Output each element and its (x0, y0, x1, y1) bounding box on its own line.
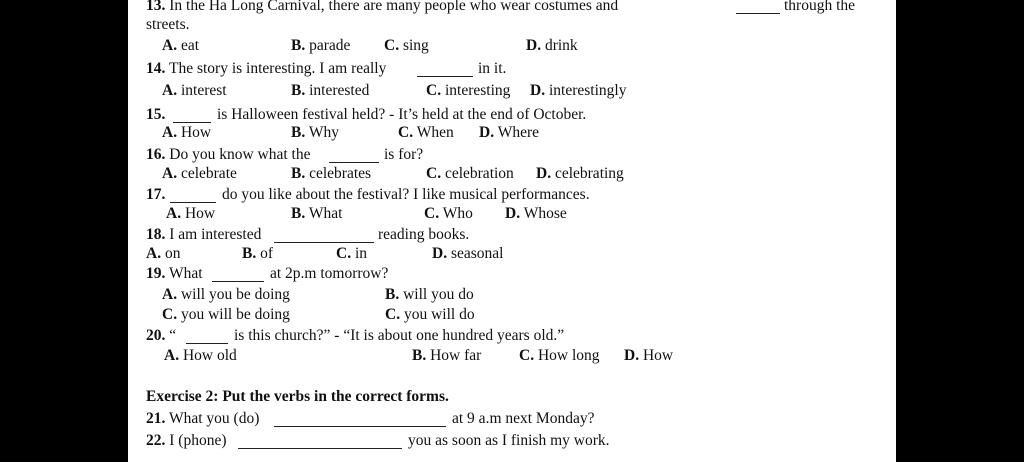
q17-option-c: C. Who (424, 205, 473, 222)
q18-stem: 18. I am interested (146, 226, 262, 243)
worksheet-page (128, 0, 896, 462)
q13-stem: 13. In the Ha Long Carnival, there are many people who wear costumes and (146, 0, 619, 14)
q15-blank (173, 122, 211, 123)
q19-stem-end: at 2p.m tomorrow? (270, 265, 389, 282)
q13-blank (736, 13, 780, 14)
q16-stem-end: is for? (384, 146, 424, 163)
q20-stem-end: is this church?” - “It is about one hundred years old.” (234, 327, 565, 344)
q16-stem: 16. Do you know what the (146, 146, 311, 163)
q19-blank (212, 281, 264, 282)
q15-number: 15. (146, 106, 166, 123)
q19-option-d: C. you will do (385, 306, 475, 323)
q14-option-b: B. interested (291, 82, 370, 99)
q16-option-a: A. celebrate (162, 165, 237, 182)
q16-blank (329, 162, 379, 163)
q18-option-d: D. seasonal (432, 245, 504, 262)
q14-blank (417, 76, 473, 77)
q13-option-b: B. parade (291, 37, 351, 54)
q21-stem: 21. What you (do) (146, 410, 260, 427)
q22-answer-field[interactable] (238, 448, 402, 449)
q15-stem: is Halloween festival held? - It’s held at the end of October. (217, 106, 587, 123)
q21-stem-end: at 9 a.m next Monday? (452, 410, 595, 427)
q16-option-c: C. celebration (426, 165, 514, 182)
q20-option-c: C. How long (519, 347, 600, 364)
q18-option-c: C. in (336, 245, 368, 262)
q13-option-d: D. drink (526, 37, 578, 54)
q15-option-a: A. How (162, 124, 212, 141)
q13-option-a: A. eat (162, 37, 200, 54)
q17-option-a: A. How (166, 205, 216, 222)
q18-blank (274, 242, 374, 243)
exercise-2-heading: Exercise 2: Put the verbs in the correct forms. (146, 388, 449, 405)
q17-number: 17. (146, 186, 166, 203)
q14-stem-end: in it. (478, 60, 507, 77)
q22-stem-end: you as soon as I finish my work. (408, 432, 610, 449)
q17-option-d: D. Whose (505, 205, 567, 222)
q19-option-a: A. will you be doing (162, 286, 290, 303)
q18-option-a: A. on (146, 245, 181, 262)
q14-option-a: A. interest (162, 82, 227, 99)
q20-stem: 20. “ (146, 327, 177, 344)
q17-blank (170, 202, 216, 203)
q19-option-c: C. you will be doing (162, 306, 290, 323)
q14-option-c: C. interesting (426, 82, 511, 99)
q15-option-b: B. Why (291, 124, 339, 141)
q13-stem-end: through the (784, 0, 856, 14)
q13-stem-cont: streets. (146, 16, 190, 33)
q20-option-a: A. How old (164, 347, 237, 364)
q17-stem: do you like about the festival? I like musical performances. (222, 186, 590, 203)
q19-stem: 19. What (146, 265, 203, 282)
q13-option-c: C. sing (384, 37, 429, 54)
q19-option-b: B. will you do (385, 286, 474, 303)
q14-option-d: D. interestingly (530, 82, 627, 99)
q22-stem: 22. I (phone) (146, 432, 227, 449)
q15-option-c: C. When (398, 124, 454, 141)
q14-stem: 14. The story is interesting. I am really (146, 60, 387, 77)
q20-blank (186, 343, 228, 344)
q16-option-b: B. celebrates (291, 165, 372, 182)
q21-answer-field[interactable] (274, 426, 446, 427)
q17-option-b: B. What (291, 205, 343, 222)
q18-option-b: B. of (242, 245, 274, 262)
q20-option-d: D. How (624, 347, 674, 364)
q18-stem-end: reading books. (378, 226, 470, 243)
q16-option-d: D. celebrating (536, 165, 624, 182)
q20-option-b: B. How far (412, 347, 482, 364)
q15-option-d: D. Where (479, 124, 539, 141)
